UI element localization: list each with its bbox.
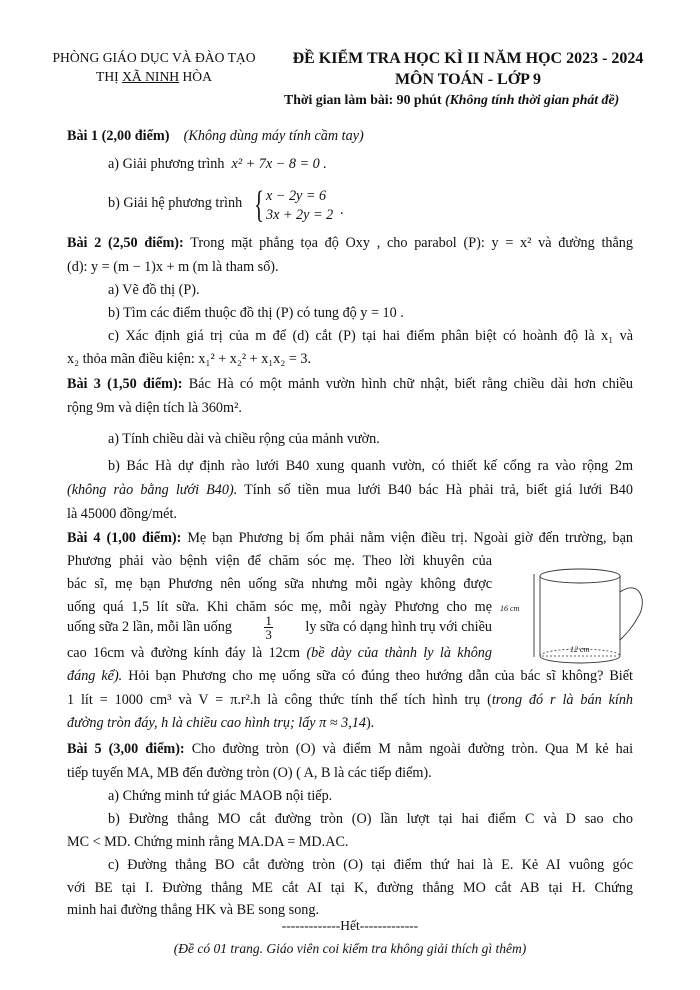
cup-top-ellipse	[540, 569, 620, 583]
fraction-numerator: 1	[265, 613, 272, 628]
bai3-a: a) Tính chiều dài và chiều rộng của mảnh vườn.	[108, 431, 380, 447]
cup-handle	[620, 588, 642, 640]
system-end: .	[340, 202, 344, 218]
bai4-line-7-text: Hỏi bạn Phương cho mẹ uống sữa có đúng theo hướng dẫn của bác sĩ không? Biết	[122, 668, 633, 684]
bai3-b-1: b) Bác Hà dự định rào lưới B40 xung quanh vườn, có thiết kế cổng ra vào rộng 2m	[108, 458, 633, 474]
exam-title: ĐỀ KIỂM TRA HỌC KÌ II NĂM HỌC 2023 - 2024	[292, 50, 644, 67]
bai5-line-1	[67, 741, 633, 758]
bai1-a	[108, 156, 327, 173]
system-eq-2: 3x + 2y = 2	[266, 207, 334, 223]
bai5-title: Bài 5 (3,00 điểm):	[67, 741, 185, 757]
bai2-line-1	[67, 235, 633, 252]
bai1-b: b) Giải hệ phương trình	[108, 195, 243, 211]
end-marker: -------------Hết-------------	[281, 918, 419, 933]
bai3-b-3: là 45000 đồng/mét.	[67, 506, 177, 522]
system-eq-1: x − 2y = 6	[266, 188, 327, 204]
bai1-a-text: a) Giải phương trình	[108, 156, 225, 172]
cup-bottom-front	[540, 656, 620, 663]
bai4-line-7-note: đáng kể).	[67, 668, 123, 684]
bai4-line-5-pre: uống sữa 2 lần, mỗi lần uống	[67, 619, 232, 635]
bai2-b: b) Tìm các điểm thuộc đồ thị (P) có tung độ y = 10 .	[108, 305, 404, 321]
bai5-b-2: MC < MD. Chứng minh rằng MA.DA = MD.AC.	[67, 834, 349, 850]
bai3-b-2	[67, 482, 633, 499]
bai2-c-1: c) Xác định giá trị của m để (d) cắt (P) tại hai điểm phân biệt có hoành độ là x₁ và	[108, 328, 633, 344]
exam-time	[284, 92, 619, 108]
bai5-c-2: với BE tại I. Đường thẳng ME cắt AI tại K, đường thẳng MO cắt AB tại H. Chứng	[67, 880, 633, 896]
bai4-line-1-text: Mẹ bạn Phương bị ốm phải nằm viện điều trị. Ngoài giờ đến trường, bạn	[187, 530, 634, 546]
time-label: Thời gian làm bài: 90 phút	[284, 92, 442, 107]
bai4-line-8-text: 1 lít = 1000 cm³ và V = π.r².h là công thức tính thể tích hình trụ (	[67, 692, 492, 708]
bai2-line-1-text: Trong mặt phẳng tọa độ Oxy , cho parabol (P): y = x² và đường thẳng	[190, 235, 633, 251]
bai4-line-9	[67, 715, 374, 732]
fraction-one-third	[264, 614, 273, 641]
bai5-c-1: c) Đường thẳng BO cắt đường tròn (O) tại điểm thứ hai là E. Kẻ AI vuông góc	[108, 857, 633, 873]
bai3-line-1-text: Bác Hà có một mảnh vườn hình chữ nhật, biết rằng chiều dài hơn chiều	[188, 376, 633, 392]
height-label: 16 cm	[500, 604, 520, 613]
cup-drawing	[500, 562, 650, 672]
footer-note: (Đề có 01 trang. Giáo viên coi kiểm tra không giải thích gì thêm)	[173, 941, 527, 956]
bai1-a-equation: x² + 7x − 8 = 0 .	[231, 156, 327, 172]
bai3-b-2-text: Tính số tiền mua lưới B40 bác Hà phải trả, biết giá lưới B40	[237, 482, 633, 498]
bai5-a: a) Chứng minh tứ giác MAOB nội tiếp.	[108, 788, 333, 804]
bai3-line-1	[67, 376, 633, 393]
bai5-line-1-text: Cho đường tròn (O) và điểm M nằm ngoài đường tròn. Qua M kẻ hai	[191, 741, 634, 757]
bai1-note: (Không dùng máy tính cầm tay)	[183, 128, 364, 144]
department-line-1: PHÒNG GIÁO DỤC VÀ ĐÀO TẠO	[52, 50, 256, 65]
bai4-line-1	[67, 530, 633, 547]
bai2-line-2: (d): y = (m − 1)x + m (m là tham số).	[67, 259, 279, 275]
bai5-b-1: b) Đường thẳng MO cắt đường tròn (O) lần lượt tại hai điểm C và D sao cho	[108, 811, 633, 827]
dept-underlined: XÃ NINH	[122, 69, 180, 84]
exam-subject: MÔN TOÁN - LỚP 9	[394, 71, 542, 88]
bai4-line-6-text: cao 16cm và đường kính đáy là 12cm	[67, 645, 307, 661]
bai1-heading	[67, 128, 364, 145]
diameter-label: 12 cm	[570, 645, 590, 654]
bai4-line-6	[67, 645, 492, 662]
bai2-a: a) Vẽ đồ thị (P).	[108, 282, 200, 298]
bai3-title: Bài 3 (1,50 điểm):	[67, 376, 183, 392]
bai3-b-note: (không rào bằng lưới B40).	[67, 482, 238, 498]
bai5-c-3: minh hai đường thẳng HK và BE song song.	[67, 902, 320, 918]
bai4-line-6-note: (bề dày của thành ly là không	[306, 645, 492, 661]
bai4-title: Bài 4 (1,00 điểm):	[67, 530, 182, 546]
bai3-line-2: rộng 9m và diện tích là 360m².	[67, 400, 242, 416]
bai4-line-2: Phương phải vào bệnh viện để chăm sóc mẹ. Theo lời khuyên của	[67, 553, 492, 569]
dept-pre: THỊ	[96, 69, 123, 84]
bai4-line-8-note: trong đó r là bán kính	[491, 692, 634, 708]
bai4-line-5	[67, 614, 492, 641]
bai4-line-8	[67, 692, 633, 709]
bai4-line-9-note: đường tròn đáy, h là chiều cao hình trụ; lấy π ≈ 3,14	[67, 715, 366, 731]
brace-icon: {	[254, 184, 265, 226]
bai2-title: Bài 2 (2,50 điểm):	[67, 235, 184, 251]
cylinder-cup-figure	[500, 562, 650, 672]
dept-post: HÒA	[179, 69, 212, 84]
bai4-line-9-end: ).	[365, 715, 375, 731]
bai2-c-2: x₂ thỏa mãn điều kiện: x₁² + x₂² + x₁x₂ = 3.	[67, 351, 312, 367]
bai4-line-4: uống quá 1,5 lít sữa. Khi chăm sóc mẹ, mỗi ngày Phương cho mẹ	[67, 599, 492, 615]
time-note: (Không tính thời gian phát đề)	[445, 92, 620, 107]
bai4-line-5-post: ly sữa có dạng hình trụ với chiều	[305, 619, 492, 635]
bai4-line-3: bác sĩ, mẹ bạn Phương nên uống sữa nhưng mỗi ngày không được	[67, 576, 492, 592]
department-header	[48, 48, 260, 86]
fraction-denominator: 3	[265, 627, 272, 642]
bai1-title: Bài 1 (2,00 điểm)	[67, 128, 170, 144]
bai5-line-2: tiếp tuyến MA, MB đến đường tròn (O) ( A, B là các tiếp điểm).	[67, 765, 432, 781]
exam-header	[268, 48, 668, 90]
department-line-2	[48, 67, 260, 86]
